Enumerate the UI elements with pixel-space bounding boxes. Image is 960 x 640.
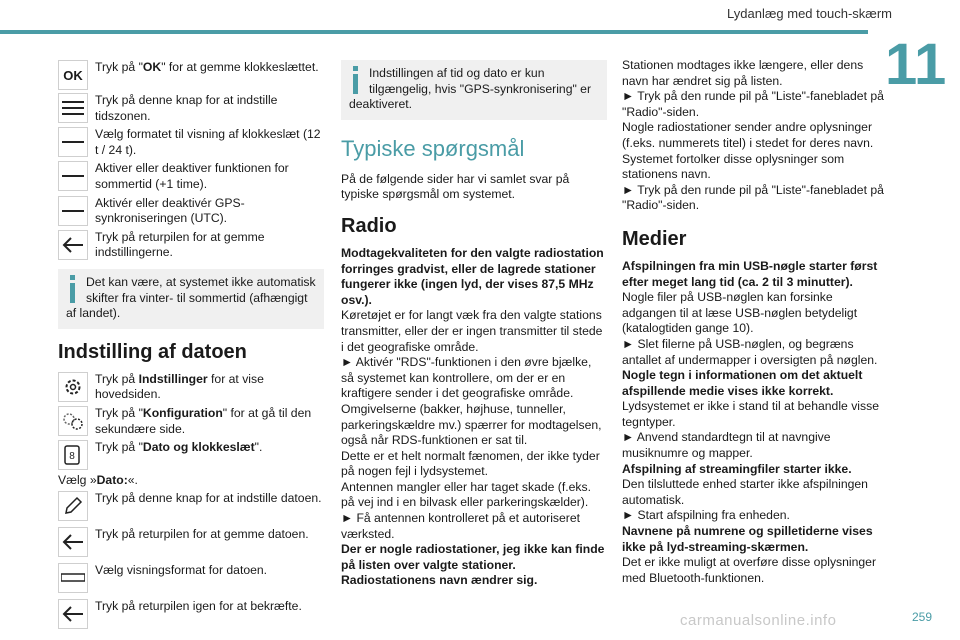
question: Navnene på numrene og spilletiderne vises ikke på lyd-streaming-skærmen. xyxy=(622,524,873,554)
step-row xyxy=(58,60,324,90)
answer: ► Slet filerne på USB-nøglen, og begræns antallet af undermapper i oversigten på nøglen. xyxy=(622,336,878,367)
step-row xyxy=(58,372,324,403)
step-text: Aktivér eller deaktivér GPS-synkroniseringen (UTC). xyxy=(95,195,245,226)
menu-icon xyxy=(58,93,88,123)
step-text: Tryk på returpilen for at gemme indstillingerne. xyxy=(95,229,265,260)
pencil-icon xyxy=(58,491,88,521)
answer: Nogle radiostationer sender andre oplysninger (f.eks. nummerets titel) i stedet for deres navn. xyxy=(622,120,874,150)
step-row xyxy=(58,527,324,557)
back-arrow-icon xyxy=(58,527,88,557)
step-row xyxy=(58,563,324,593)
question: Afspilningen fra min USB-nøgle starter først efter meget lang tid (ca. 2 til 3 minutter). xyxy=(622,258,878,289)
step-row xyxy=(58,406,324,437)
select-instruction: Vælg »Dato:«. xyxy=(58,473,138,488)
settings-config-icon xyxy=(58,406,88,436)
column-right xyxy=(622,58,888,586)
step-text: Vælg visningsformat for datoen. xyxy=(95,562,268,577)
step-row xyxy=(58,127,324,158)
answer: ► Aktivér "RDS"-funktionen i den øvre bjælke, så systemet kan kontrollere, om der er en kraftigere sender i det geografiske område. xyxy=(341,355,592,401)
step-row xyxy=(58,491,324,521)
faq-intro: På de følgende sider har vi samlet svar på typiske spørgsmål om systemet. xyxy=(341,171,570,202)
info-box: Indstillingen af tid og dato er kun tilgængelig, hvis "GPS-synkronisering" er deaktiveret. xyxy=(341,60,607,120)
answer: ► Få antennen kontrolleret på et autoriseret værksted. xyxy=(341,511,581,541)
answer: Omgivelserne (bakker, højhuse, tunneller, parkeringskældre mv.) spærrer for modtagelsen, også når RDS-funktionen er sat til. xyxy=(341,401,602,448)
toggle-icon xyxy=(58,161,88,191)
date-icon xyxy=(58,440,88,470)
toggle-icon xyxy=(58,127,88,157)
answer: Stationen modtages ikke længere, eller dens navn har ændret sig på listen. xyxy=(622,58,864,88)
answer: Nogle filer på USB-nøglen kan forsinke adgangen til at læse USB-nøglen betydeligt (katalogtiden gange 10). xyxy=(622,290,858,336)
step-text: Aktiver eller deaktiver funktionen for sommertid (+1 time). xyxy=(95,161,289,191)
step-row xyxy=(58,230,324,261)
page-number: 259 xyxy=(911,610,932,624)
step-row xyxy=(58,161,324,192)
answer: Antennen mangler eller har taget skade (f.eks. på vej ind i en bilvask eller parkeringskælder). xyxy=(341,479,591,510)
question: Afspilning af streamingfiler starter ikke. xyxy=(622,461,852,476)
answer: ► Tryk på den runde pil på "Liste"-fanebladet på "Radio"-siden. xyxy=(622,182,884,213)
step-text: Tryk på "Dato og klokkeslæt". xyxy=(95,440,263,455)
answer: Køretøjet er for langt væk fra den valgte stations transmitter, eller der er ingen transmitter til stede i det geografiske område. xyxy=(341,308,603,354)
section-heading: Indstilling af datoen xyxy=(58,340,247,363)
column-left xyxy=(58,60,324,632)
step-row xyxy=(58,599,324,629)
answer: ► Anvend standardtegn til at navngive musiknumre og mapper. xyxy=(622,430,831,461)
step-text: Tryk på returpilen for at gemme datoen. xyxy=(95,526,309,541)
header-accent-bar xyxy=(0,30,868,34)
step-text: Vælg formatet til visning af klokkeslæt (12 t / 24 t). xyxy=(95,127,321,157)
answer: Den tilsluttede enhed starter ikke afspilningen automatisk. xyxy=(622,477,868,507)
header-title: Lydanlæg med touch-skærm xyxy=(727,6,892,21)
answer: Dette er et helt normalt fænomen, der ikke tyder på nogen fejl i lydsystemet. xyxy=(341,448,600,479)
step-row xyxy=(58,196,324,227)
subsection-heading: Medier xyxy=(622,227,687,250)
back-arrow-icon xyxy=(58,230,88,260)
step-row xyxy=(58,93,324,124)
step-text: Tryk på denne knap for at indstille tidszonen. xyxy=(95,93,278,123)
info-box: Det kan være, at systemet ikke automatisk skifter fra vinter- til sommertid (afhængigt af landet). xyxy=(58,269,324,329)
step-text: Tryk på "Konfiguration" for at gå til den sekundære side. xyxy=(95,405,312,436)
step-text: Tryk på Indstillinger for at vise hovedsiden. xyxy=(95,371,264,402)
ok-icon: OK xyxy=(58,60,88,90)
step-text: Tryk på returpilen igen for at bekræfte. xyxy=(95,598,302,613)
info-icon xyxy=(66,275,80,305)
question: Der er nogle radiostationer, jeg ikke kan finde på listen over valgte stationer. xyxy=(341,542,605,572)
info-icon xyxy=(349,66,363,96)
answer: ► Tryk på den runde pil på "Liste"-fanebladet på "Radio"-siden. xyxy=(622,89,884,119)
watermark: carmanualsonline.info xyxy=(680,612,837,629)
subsection-heading: Radio xyxy=(341,214,397,237)
answer: Systemet fortolker disse oplysninger som stationens navn. xyxy=(622,151,845,182)
step-row xyxy=(58,440,324,470)
format-bar-icon xyxy=(58,563,88,593)
toggle-icon xyxy=(58,196,88,226)
question: Nogle tegn i informationen om det aktuelt afspillende medie vises ikke korrekt. xyxy=(622,368,863,398)
step-text: Tryk på denne knap for at indstille datoen. xyxy=(95,490,322,505)
column-middle xyxy=(341,60,607,589)
settings-icon xyxy=(58,372,88,402)
svg-text:8: 8 xyxy=(69,451,75,463)
question: Radiostationens navn ændrer sig. xyxy=(341,573,538,588)
answer: ► Start afspilning fra enheden. xyxy=(622,508,790,523)
chapter-number: 11 xyxy=(885,32,947,97)
back-arrow-icon xyxy=(58,599,88,629)
section-heading: Typiske spørgsmål xyxy=(341,135,525,161)
question: Modtagekvaliteten for den valgte radiostation forringes gradvist, eller de lagrede stationer fungerer ikke (ingen lyd, der vises 87,5 MHz osv.). xyxy=(341,245,604,307)
answer: Lydsystemet er ikke i stand til at behandle visse tegntyper. xyxy=(622,399,879,429)
answer: Det er ikke muligt at overføre disse oplysninger med Bluetooth-funktionen. xyxy=(622,555,877,585)
step-text: Tryk på "OK" for at gemme klokkeslættet. xyxy=(95,60,319,74)
